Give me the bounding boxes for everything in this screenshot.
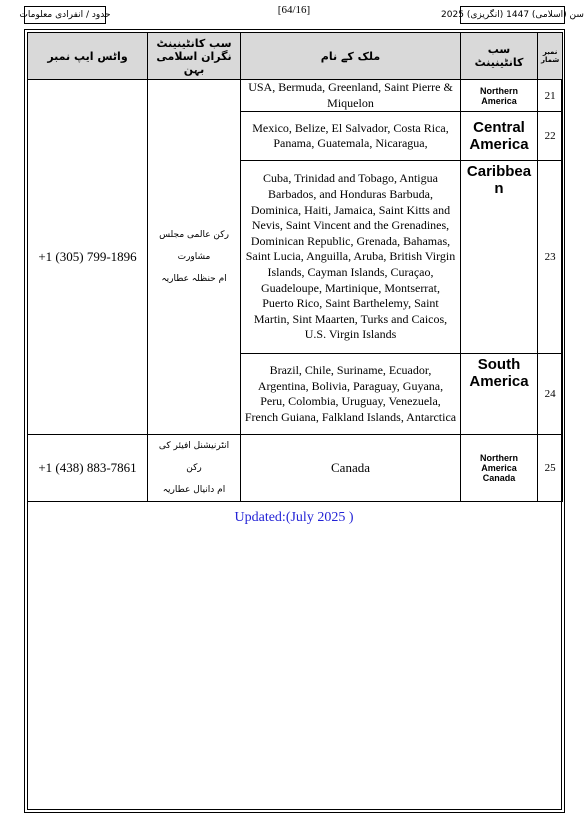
- subcontinent-table: [27, 32, 563, 502]
- header-row: [28, 33, 563, 80]
- row-number: 24: [538, 354, 563, 435]
- col-header-whatsapp: واٹس ایپ نمبر: [28, 33, 148, 80]
- supervisor-cell: [148, 80, 241, 435]
- col-header-number: نمبر شمار: [538, 33, 563, 80]
- row-number: 23: [538, 161, 563, 354]
- row-number: 21: [538, 80, 563, 112]
- country-list: Canada: [241, 435, 461, 502]
- col-header-countries: ملک کے نام: [241, 33, 461, 80]
- supervisor-name: ام حنظلہ عطاریہ: [161, 274, 227, 285]
- supervisor-title: رکن عالمی مجلس مشاورت: [159, 230, 229, 263]
- subcontinent-name: Central America: [461, 112, 538, 161]
- section-label: حدود / انفرادی معلومات: [24, 6, 106, 24]
- whatsapp-number: +1 (438) 883-7861: [28, 435, 148, 502]
- subcontinent-name: Northern America Canada: [461, 435, 538, 502]
- row-number: 22: [538, 112, 563, 161]
- country-list: Cuba, Trinidad and Tobago, Antigua Barbados, and Honduras Barbuda, Dominica, Haiti, Jamaica, Saint Kitts and Nevis, Saint Vincent and the Grenadines, Dominican Republic, Grenada, Bahamas, Saint Lucia, Anguilla, Aruba, British Virgin Islands, Cayman Islands, Curaçao, Guadeloupe, Martinique, Montserrat, Puerto Rico, Saint Barthelemy, Saint Martin, Sint Maarten, Turks and Caicos, U.S. Virgin Islands: [241, 161, 461, 354]
- table-row: [28, 80, 563, 112]
- country-list: USA, Bermuda, Greenland, Saint Pierre & Miquelon: [241, 80, 461, 112]
- year-label: سن (اسلامی) 1447 (انگریزی) 2025: [460, 6, 565, 24]
- subcontinent-name: Northern America: [461, 80, 538, 112]
- col-header-supervisor: سب کانٹینینٹ نگران اسلامی بہن: [148, 33, 241, 80]
- page-number: [64/16]: [277, 4, 311, 16]
- supervisor-name: ام دانیال عطاریہ: [162, 485, 226, 496]
- row-number: 25: [538, 435, 563, 502]
- table-row: [28, 435, 563, 502]
- supervisor-title: انٹرنیشنل افیئر کی رکن: [158, 441, 230, 474]
- country-list: Brazil, Chile, Suriname, Ecuador, Argentina, Bolivia, Paraguay, Guyana, Peru, Colombia, Uruguay, Venezuela, French Guiana, Falkland Islands, Antarctica: [241, 354, 461, 435]
- updated-note: Updated:(July 2025 ): [234, 510, 354, 525]
- whatsapp-number: +1 (305) 799-1896: [28, 80, 148, 435]
- subcontinent-name: South America: [461, 354, 538, 435]
- country-list: Mexico, Belize, El Salvador, Costa Rica, Panama, Guatemala, Nicaragua,: [241, 112, 461, 161]
- supervisor-cell: [148, 435, 241, 502]
- col-header-subcontinent: سب کانٹینینٹ: [461, 33, 538, 80]
- subcontinent-name: Caribbean: [461, 161, 538, 354]
